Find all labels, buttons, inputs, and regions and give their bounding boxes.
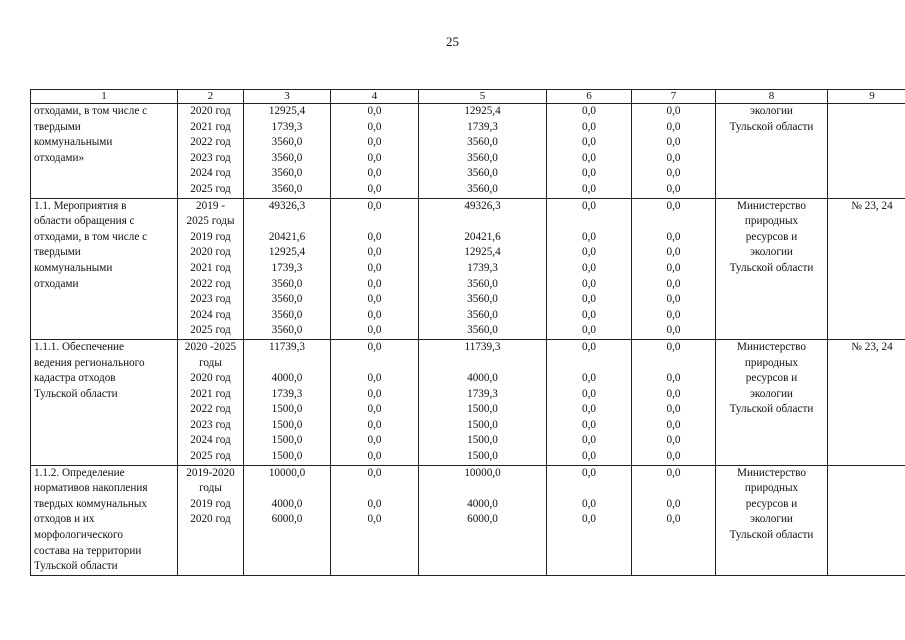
municipal-budget-cell-line: 0,0 [582, 230, 596, 243]
extrabudgetary-cell-line: 0,0 [666, 136, 681, 149]
municipal-budget-cell-line: 0,0 [582, 167, 596, 180]
extrabudgetary-cell-line: 0,0 [666, 387, 681, 400]
federal-budget-cell-line: 0,0 [367, 136, 382, 149]
municipal-budget-cell-line: 0,0 [582, 293, 596, 306]
indicator-reference-cell [828, 465, 905, 575]
total-amount-cell-line: 3560,0 [271, 167, 303, 180]
column-number: 6 [547, 90, 632, 104]
total-amount-cell-line [247, 356, 327, 372]
extrabudgetary-cell-line: 0,0 [666, 246, 681, 259]
responsible-executor-cell-line: природных [744, 482, 799, 495]
measure-description-line: области обращения с [34, 215, 135, 228]
indicator-reference-cell [828, 104, 905, 199]
extrabudgetary-cell-line: 0,0 [666, 167, 681, 180]
total-amount-cell-line: 3560,0 [271, 308, 303, 321]
total-amount-cell-line: 12925,4 [268, 246, 306, 259]
regional-budget-cell-line: 6000,0 [467, 513, 498, 526]
extrabudgetary-cell-line [635, 356, 712, 372]
regional-budget-cell-line: 3560,0 [467, 308, 498, 321]
regional-budget-cell-line: 1500,0 [467, 403, 498, 416]
extrabudgetary-cell-line: 0,0 [666, 182, 681, 195]
period-cell-line: 2024 год [190, 167, 231, 180]
extrabudgetary-cell-line: 0,0 [666, 105, 681, 117]
total-amount-cell-line: 1500,0 [271, 434, 303, 447]
total-amount-cell-line: 1739,3 [271, 120, 303, 133]
municipal-budget-cell-line: 0,0 [582, 418, 596, 431]
responsible-executor-cell-line: Тульской области [729, 403, 814, 416]
regional-budget-cell [419, 339, 547, 465]
municipal-budget-cell-line: 0,0 [582, 199, 596, 212]
municipal-budget-cell-line: 0,0 [582, 340, 596, 353]
measure-description-line: твердыми [34, 120, 81, 133]
table-row [31, 465, 905, 575]
municipal-budget-cell-line [550, 214, 628, 230]
measure-description [31, 339, 178, 465]
regional-budget-cell-line: 3560,0 [467, 151, 498, 164]
federal-budget-cell-line: 0,0 [367, 261, 382, 274]
period-cell-line: 2019 - [196, 199, 225, 212]
period-cell-line: 2024 год [190, 434, 231, 447]
period-cell-line: 2020 год [190, 513, 231, 526]
measure-description-line: отходами, в том числе с [34, 230, 148, 243]
period-cell-line: 2023 год [190, 151, 231, 164]
regional-budget-cell-line: 10000,0 [464, 466, 501, 479]
extrabudgetary-cell-line: 0,0 [666, 418, 681, 431]
total-amount-cell-line: 20421,6 [268, 230, 306, 243]
responsible-executor-cell-line: Министерство [737, 340, 806, 353]
extrabudgetary-cell [632, 198, 716, 339]
budget-table [30, 89, 905, 576]
federal-budget-cell-line: 0,0 [367, 293, 382, 306]
measure-description-line: твердых коммунальных [34, 497, 147, 510]
total-amount-cell [244, 465, 331, 575]
municipal-budget-cell [547, 104, 632, 199]
total-amount-cell-line: 3560,0 [271, 182, 303, 195]
indicator-reference-cell-line [831, 466, 905, 482]
total-amount-cell-line: 3560,0 [271, 136, 303, 149]
total-amount-cell-line [247, 214, 327, 230]
period-cell-line: 2025 год [190, 182, 231, 195]
extrabudgetary-cell-line: 0,0 [666, 277, 681, 290]
municipal-budget-cell-line: 0,0 [582, 105, 596, 117]
total-amount-cell-line: 1739,3 [271, 261, 303, 274]
regional-budget-cell-line: 3560,0 [467, 167, 498, 180]
table-row [31, 198, 905, 339]
column-number: 1 [31, 90, 178, 104]
regional-budget-cell-line: 3560,0 [467, 136, 498, 149]
measure-description-line: 1.1.2. Определение [34, 466, 125, 479]
measure-description-line: Тульской области [34, 560, 118, 573]
total-amount-cell-line: 3560,0 [271, 277, 303, 290]
period-cell-line: 2020 год [190, 105, 231, 117]
municipal-budget-cell-line: 0,0 [582, 324, 596, 337]
column-number: 7 [632, 90, 716, 104]
total-amount-cell-line: 10000,0 [268, 466, 306, 479]
municipal-budget-cell-line: 0,0 [582, 372, 596, 385]
total-amount-cell-line: 49326,3 [268, 199, 306, 212]
municipal-budget-cell-line: 0,0 [582, 261, 596, 274]
responsible-executor-cell [716, 465, 828, 575]
indicator-reference-cell-line [831, 104, 905, 120]
municipal-budget-cell-line: 0,0 [582, 450, 596, 463]
federal-budget-cell-line: 0,0 [367, 120, 382, 133]
extrabudgetary-cell [632, 339, 716, 465]
regional-budget-cell-line: 1739,3 [467, 120, 498, 133]
indicator-reference-cell [828, 339, 905, 465]
regional-budget-cell-line: 4000,0 [467, 497, 498, 510]
total-amount-cell [244, 339, 331, 465]
period-cell-line: годы [199, 482, 222, 495]
measure-description-line: отходами [34, 277, 79, 290]
regional-budget-cell-line: 12925,4 [464, 105, 501, 117]
period-cell-line: 2020 -2025 [184, 340, 237, 353]
total-amount-cell-line: 11739,3 [269, 340, 305, 353]
federal-budget-cell-line: 0,0 [367, 230, 382, 243]
responsible-executor-cell-line: Министерство [737, 199, 806, 212]
responsible-executor-cell-line: Тульской области [729, 261, 814, 274]
municipal-budget-cell [547, 339, 632, 465]
federal-budget-cell-line: 0,0 [367, 387, 382, 400]
measure-description-line: коммунальными [34, 261, 113, 274]
column-number-header-row [31, 90, 905, 104]
municipal-budget-cell-line: 0,0 [582, 387, 596, 400]
responsible-executor-cell-line: ресурсов и [745, 497, 798, 510]
federal-budget-cell-line: 0,0 [367, 167, 382, 180]
federal-budget-cell-line: 0,0 [367, 497, 382, 510]
regional-budget-cell-line: 12925,4 [464, 246, 501, 259]
municipal-budget-cell-line: 0,0 [582, 277, 596, 290]
extrabudgetary-cell-line: 0,0 [666, 340, 681, 353]
federal-budget-cell-line: 0,0 [367, 403, 382, 416]
extrabudgetary-cell-line: 0,0 [666, 293, 681, 306]
federal-budget-cell-line: 0,0 [367, 308, 382, 321]
period-cell-line: 2025 год [190, 324, 231, 337]
regional-budget-cell-line: 1739,3 [467, 261, 498, 274]
municipal-budget-cell-line: 0,0 [582, 466, 596, 479]
federal-budget-cell-line: 0,0 [367, 513, 382, 526]
extrabudgetary-cell-line: 0,0 [666, 308, 681, 321]
measure-description-line: нормативов накопления [34, 482, 148, 495]
measure-description-line: твердыми [34, 246, 81, 259]
measure-description-line: 1.1.1. Обеспечение [34, 340, 125, 353]
municipal-budget-cell-line: 0,0 [582, 434, 596, 447]
federal-budget-cell-line: 0,0 [367, 105, 382, 117]
period-cell-line: 2019 год [190, 230, 231, 243]
total-amount-cell-line: 12925,4 [268, 105, 306, 117]
federal-budget-cell [331, 339, 419, 465]
responsible-executor-cell-line: экологии [750, 105, 793, 117]
period-cell-line: годы [199, 356, 222, 369]
measure-description [31, 465, 178, 575]
extrabudgetary-cell-line: 0,0 [666, 450, 681, 463]
regional-budget-cell-line: 1500,0 [467, 434, 498, 447]
federal-budget-cell-line: 0,0 [367, 340, 382, 353]
extrabudgetary-cell-line [635, 214, 712, 230]
regional-budget-cell-line: 20421,6 [464, 230, 501, 243]
responsible-executor-cell-line: ресурсов и [745, 230, 798, 243]
regional-budget-cell-line: 3560,0 [467, 293, 498, 306]
total-amount-cell-line: 3560,0 [271, 324, 303, 337]
column-number: 5 [419, 90, 547, 104]
indicator-reference-cell [828, 198, 905, 339]
period-cell-line: 2022 год [190, 136, 231, 149]
measure-description-line: состава на территории [34, 544, 142, 557]
federal-budget-cell-line: 0,0 [367, 324, 382, 337]
period-cell-line: 2025 год [190, 450, 231, 463]
regional-budget-cell [419, 198, 547, 339]
regional-budget-cell-line: 1500,0 [467, 450, 498, 463]
regional-budget-cell-line [422, 481, 543, 497]
period-cell-line: 2019 год [190, 497, 231, 510]
municipal-budget-cell [547, 465, 632, 575]
period-cell-line: 2024 год [190, 308, 231, 321]
column-number: 8 [716, 90, 828, 104]
municipal-budget-cell-line: 0,0 [582, 308, 596, 321]
regional-budget-cell-line [422, 356, 543, 372]
period-cell-line: 2021 год [190, 261, 231, 274]
municipal-budget-cell [547, 198, 632, 339]
period-cell [178, 104, 244, 199]
extrabudgetary-cell-line: 0,0 [666, 324, 681, 337]
measure-description-line: кадастра отходов [34, 372, 116, 385]
responsible-executor-cell-line: экологии [750, 246, 793, 259]
measure-description-line: Тульской области [34, 387, 118, 400]
period-cell [178, 198, 244, 339]
municipal-budget-cell-line: 0,0 [582, 403, 596, 416]
total-amount-cell-line [247, 481, 327, 497]
measure-description [31, 104, 178, 199]
column-number: 9 [828, 90, 905, 104]
federal-budget-cell-line: 0,0 [367, 277, 382, 290]
municipal-budget-cell-line: 0,0 [582, 120, 596, 133]
period-cell-line: 2021 год [190, 120, 231, 133]
column-number: 3 [244, 90, 331, 104]
regional-budget-cell-line: 11739,3 [464, 340, 501, 353]
total-amount-cell-line: 4000,0 [271, 497, 303, 510]
municipal-budget-cell-line [550, 481, 628, 497]
extrabudgetary-cell-line: 0,0 [666, 403, 681, 416]
total-amount-cell-line: 1500,0 [271, 418, 303, 431]
federal-budget-cell-line [334, 481, 415, 497]
total-amount-cell-line: 4000,0 [271, 372, 303, 385]
federal-budget-cell-line: 0,0 [367, 182, 382, 195]
responsible-executor-cell-line: экологии [750, 513, 793, 526]
measure-description-line: 1.1. Мероприятия в [34, 199, 127, 212]
responsible-executor-cell-line: Тульской области [729, 120, 814, 133]
municipal-budget-cell-line [550, 356, 628, 372]
total-amount-cell [244, 104, 331, 199]
municipal-budget-cell-line: 0,0 [582, 513, 596, 526]
total-amount-cell-line: 3560,0 [271, 293, 303, 306]
period-cell-line: 2025 годы [186, 215, 235, 228]
column-number: 2 [178, 90, 244, 104]
regional-budget-cell-line: 4000,0 [467, 372, 498, 385]
federal-budget-cell-line: 0,0 [367, 434, 382, 447]
period-cell-line: 2022 год [190, 403, 231, 416]
extrabudgetary-cell-line: 0,0 [666, 230, 681, 243]
period-cell-line: 2023 год [190, 418, 231, 431]
federal-budget-cell-line: 0,0 [367, 199, 382, 212]
measure-description-line: отходов и их [34, 513, 95, 526]
column-number: 4 [331, 90, 419, 104]
federal-budget-cell-line: 0,0 [367, 418, 382, 431]
municipal-budget-cell-line: 0,0 [582, 246, 596, 259]
measure-description-line: отходами» [34, 151, 85, 164]
regional-budget-cell-line: 1739,3 [467, 387, 498, 400]
extrabudgetary-cell [632, 104, 716, 199]
federal-budget-cell [331, 198, 419, 339]
indicator-reference-cell-line: № 23, 24 [851, 340, 893, 353]
responsible-executor-cell-line: экологии [750, 387, 793, 400]
total-amount-cell-line: 1500,0 [271, 450, 303, 463]
extrabudgetary-cell-line: 0,0 [666, 466, 681, 479]
municipal-budget-cell-line: 0,0 [582, 182, 596, 195]
measure-description-line: отходами, в том числе с [34, 105, 148, 117]
measure-description-line: морфологического [34, 529, 123, 542]
regional-budget-cell-line: 1500,0 [467, 418, 498, 431]
indicator-reference-cell-line: № 23, 24 [851, 199, 893, 212]
federal-budget-cell [331, 104, 419, 199]
responsible-executor-cell [716, 339, 828, 465]
extrabudgetary-cell-line: 0,0 [666, 261, 681, 274]
municipal-budget-cell-line: 0,0 [582, 151, 596, 164]
period-cell-line: 2023 год [190, 293, 231, 306]
federal-budget-cell-line: 0,0 [367, 450, 382, 463]
period-cell-line: 2020 год [190, 372, 231, 385]
regional-budget-cell-line: 3560,0 [467, 324, 498, 337]
period-cell-line: 2020 год [190, 246, 231, 259]
extrabudgetary-cell-line: 0,0 [666, 120, 681, 133]
period-cell [178, 465, 244, 575]
regional-budget-cell [419, 465, 547, 575]
period-cell-line: 2021 год [190, 387, 231, 400]
page-number: 25 [446, 34, 459, 49]
regional-budget-cell-line [422, 214, 543, 230]
table-row [31, 339, 905, 465]
federal-budget-cell-line [334, 214, 415, 230]
extrabudgetary-cell-line: 0,0 [666, 372, 681, 385]
responsible-executor-cell-line: природных [744, 356, 799, 369]
extrabudgetary-cell [632, 465, 716, 575]
responsible-executor-cell-line: природных [744, 215, 799, 228]
total-amount-cell-line: 3560,0 [271, 151, 303, 164]
extrabudgetary-cell-line: 0,0 [666, 434, 681, 447]
extrabudgetary-cell-line: 0,0 [666, 513, 681, 526]
extrabudgetary-cell-line: 0,0 [666, 497, 681, 510]
total-amount-cell [244, 198, 331, 339]
total-amount-cell-line: 6000,0 [271, 513, 303, 526]
period-cell [178, 339, 244, 465]
extrabudgetary-cell-line: 0,0 [666, 199, 681, 212]
municipal-budget-cell-line: 0,0 [582, 136, 596, 149]
extrabudgetary-cell-line [635, 481, 712, 497]
regional-budget-cell-line: 3560,0 [467, 277, 498, 290]
responsible-executor-cell [716, 104, 828, 199]
total-amount-cell-line: 1739,3 [271, 387, 303, 400]
federal-budget-cell-line: 0,0 [367, 246, 382, 259]
federal-budget-cell-line: 0,0 [367, 466, 382, 479]
measure-description-line: коммунальными [34, 136, 113, 149]
municipal-budget-cell-line: 0,0 [582, 497, 596, 510]
measure-description-line: ведения регионального [34, 356, 145, 369]
regional-budget-cell [419, 104, 547, 199]
period-cell-line: 2019-2020 [186, 466, 235, 479]
table-row [31, 104, 905, 199]
federal-budget-cell-line [334, 356, 415, 372]
period-cell-line: 2022 год [190, 277, 231, 290]
responsible-executor-cell-line: ресурсов и [745, 372, 798, 385]
federal-budget-cell-line: 0,0 [367, 372, 382, 385]
measure-description [31, 198, 178, 339]
responsible-executor-cell-line: Министерство [737, 466, 806, 479]
federal-budget-cell-line: 0,0 [367, 151, 382, 164]
extrabudgetary-cell-line: 0,0 [666, 151, 681, 164]
responsible-executor-cell-line: Тульской области [729, 529, 814, 542]
responsible-executor-cell [716, 198, 828, 339]
federal-budget-cell [331, 465, 419, 575]
total-amount-cell-line: 1500,0 [271, 403, 303, 416]
regional-budget-cell-line: 49326,3 [464, 199, 501, 212]
regional-budget-cell-line: 3560,0 [467, 182, 498, 195]
